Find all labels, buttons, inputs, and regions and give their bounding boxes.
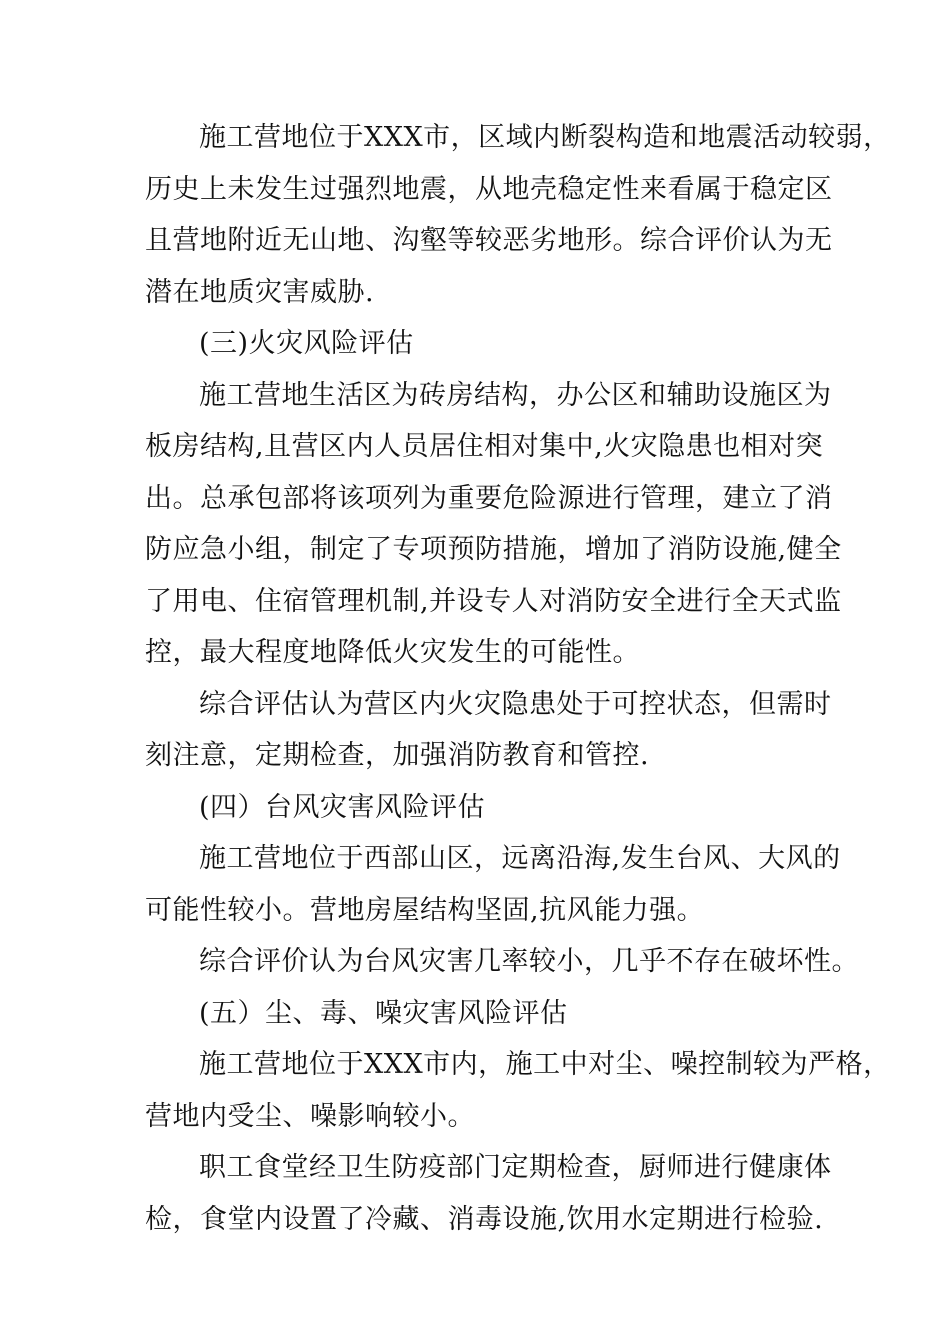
text-line-15: 施工营地位于西部山区，远离沿海,发生台风、大风的: [199, 843, 841, 874]
text-line-19: 施工营地位于XXX市内，施工中对尘、噪控制较为严格，: [199, 1049, 891, 1080]
text-line-21: 职工食堂经卫生防疫部门定期检查，厨师进行健康体: [199, 1152, 832, 1183]
text-line-11: 控，最大程度地降低火灾发生的可能性。: [145, 637, 640, 668]
text-line-13: 刻注意，定期检查，加强消防教育和管控.: [145, 740, 650, 771]
text-line-3: 且营地附近无山地、沟壑等较恶劣地形。综合评价认为无: [145, 225, 833, 256]
section-heading-dust-noise: (五）尘、毒、噪灾害风险评估: [199, 997, 568, 1029]
text-line-1: 施工营地位于XXX市，区域内断裂构造和地震活动较弱，: [199, 122, 891, 153]
text-line-20: 营地内受尘、噪影响较小。: [145, 1100, 475, 1132]
text-line-12: 综合评估认为营区内火灾隐患处于可控状态，但需时: [199, 688, 832, 720]
text-line-16: 可能性较小。营地房屋结构坚固,抗风能力强。: [145, 894, 705, 926]
text-line-22: 检，食堂内设置了冷藏、消毒设施,饮用水定期进行检验.: [145, 1203, 824, 1235]
text-line-8: 出。总承包部将该项列为重要危险源进行管理，建立了消: [145, 482, 833, 514]
text-line-9: 防应急小组，制定了专项预防措施，增加了消防设施,健全: [145, 534, 842, 565]
text-line-10: 了用电、住宿管理机制,并设专人对消防安全进行全天式监: [145, 585, 842, 617]
text-line-4: 潜在地质灾害威胁.: [145, 276, 375, 308]
section-heading-typhoon: (四）台风灾害风险评估: [199, 791, 486, 823]
text-line-2: 历史上未发生过强烈地震，从地壳稳定性来看属于稳定区: [145, 173, 833, 205]
text-line-7: 板房结构,且营区内人员居住相对集中,火灾隐患也相对突: [145, 431, 824, 462]
text-line-6: 施工营地生活区为砖房结构，办公区和辅助设施区为: [199, 379, 832, 411]
text-line-17: 综合评价认为台风灾害几率较小，几乎不存在破坏性。: [199, 946, 859, 977]
section-heading-fire: (三)火灾风险评估: [199, 328, 414, 359]
